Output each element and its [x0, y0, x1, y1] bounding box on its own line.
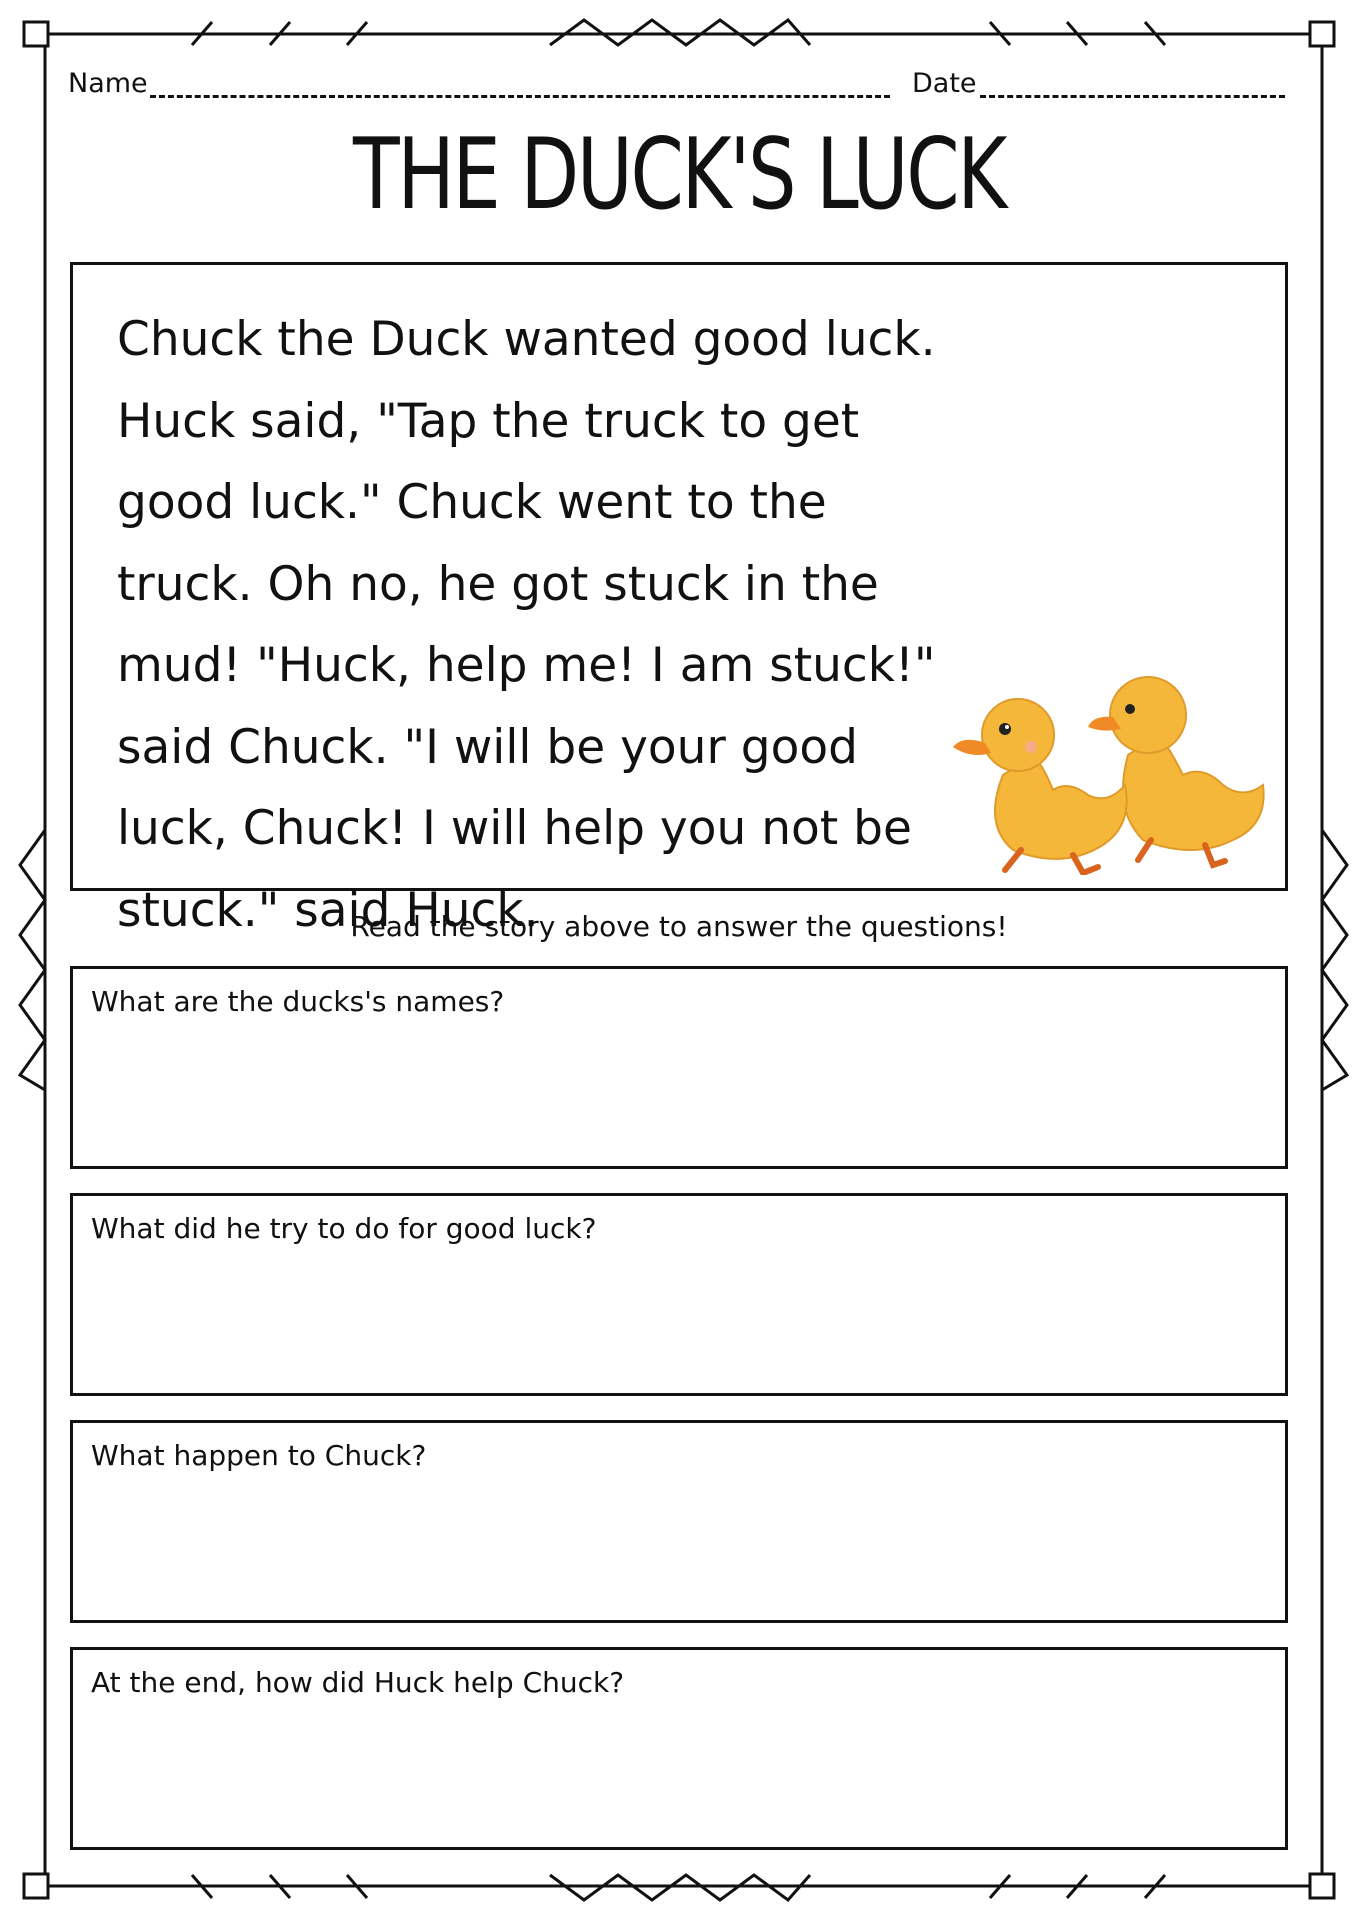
question-text: What did he try to do for good luck? — [91, 1212, 597, 1245]
duck-right — [1088, 677, 1264, 865]
question-box-4[interactable] — [70, 1647, 1288, 1850]
two-ducks-illustration — [943, 635, 1283, 875]
question-text: What are the ducks's names? — [91, 985, 505, 1018]
question-box-3[interactable] — [70, 1420, 1288, 1623]
name-label: Name — [68, 68, 148, 99]
date-label: Date — [912, 68, 977, 99]
date-field[interactable] — [980, 95, 1285, 98]
story-text: Chuck the Duck wanted good luck. Huck said, "Tap the truck to get good luck." Chuck went to the truck. Oh no, he got stuck in the mud! "Huck, help me! I am stuck!" said Chuck. "I will be your good luck, Chuck! I will help you not be stuck." said Huck. — [117, 312, 936, 938]
question-box-2[interactable] — [70, 1193, 1288, 1396]
question-text: What happen to Chuck? — [91, 1439, 427, 1472]
question-text: At the end, how did Huck help Chuck? — [91, 1666, 625, 1699]
name-field[interactable] — [150, 95, 890, 98]
instruction-text: Read the story above to answer the questions! — [350, 910, 1008, 943]
page-title: THE DUCK'S LUCK — [352, 118, 1006, 232]
question-box-1[interactable] — [70, 966, 1288, 1169]
